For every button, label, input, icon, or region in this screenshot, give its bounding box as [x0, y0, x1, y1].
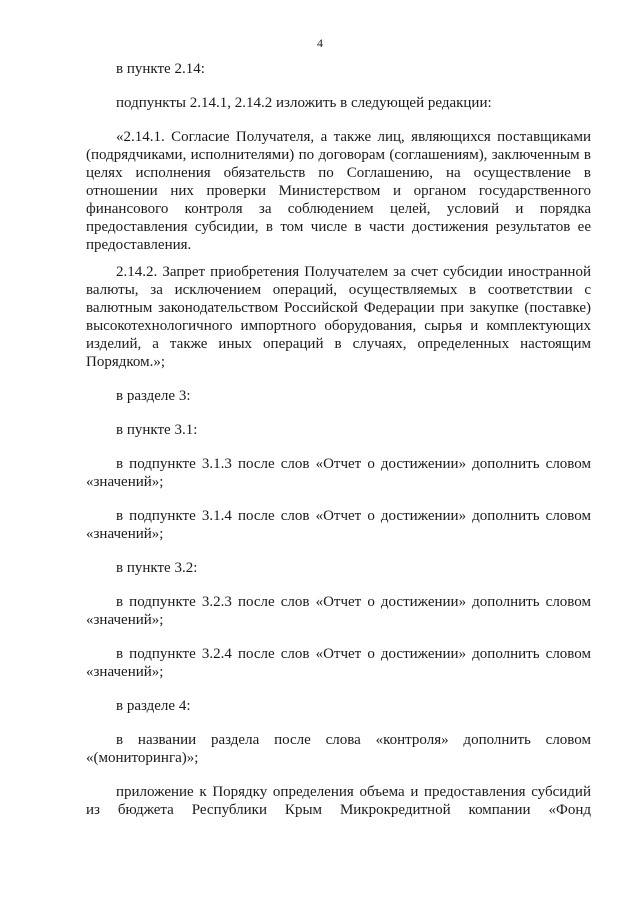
paragraph-section-3: в разделе 3:: [116, 388, 191, 404]
page-number: 4: [317, 36, 323, 50]
paragraph-subpoint-3-2-4: в подпункте 3.2.4 после слов «Отчет о достижении» дополнить словом «значений»;: [86, 646, 591, 680]
paragraph-subpoint-3-1-4: в подпункте 3.1.4 после слов «Отчет о достижении» дополнить словом «значений»;: [86, 508, 591, 542]
paragraph-point-3-2: в пункте 3.2:: [116, 560, 198, 576]
paragraph-section-4: в разделе 4:: [116, 698, 191, 714]
paragraph-subpoint-3-2-3: в подпункте 3.2.3 после слов «Отчет о достижении» дополнить словом «значений»;: [86, 594, 591, 628]
paragraph-2-14-2: 2.14.2. Запрет приобретения Получателем за счет субсидии иностранной валюты, за исключением операций, осуществляемых в соответствии с валютным законодательством Российской Федерации при закупке (поставке) высокотехнологичного импортного оборудования, сырья и комплектующих изделий, а также иных операций в случаях, определенных настоящим Порядком.»;: [86, 264, 591, 370]
paragraph-2-14-1: «2.14.1. Согласие Получателя, а также лиц, являющихся поставщиками (подрядчиками, исполнителями) по договорам (соглашениям), заключенным в целях исполнения обязательств по Соглашению, на осуществление в отношении них проверки Министерством и органом государственного финансового контроля за соблюдением целей, условий и порядка предоставления субсидии, в том числе в части достижения результатов ее предоставления.: [86, 129, 591, 253]
paragraph-section-title-change: в названии раздела после слова «контроля» дополнить словом «(мониторинга)»;: [86, 732, 591, 766]
document-body: [86, 60, 591, 835]
paragraph-appendix: приложение к Порядку определения объема и предоставления субсидий из бюджета Республики Крым Микрокредитной компании «Фонд: [86, 784, 591, 818]
paragraph-subpoint-3-1-3: в подпункте 3.1.3 после слов «Отчет о достижении» дополнить словом «значений»;: [86, 456, 591, 490]
paragraph-point-2-14: в пункте 2.14:: [116, 61, 205, 77]
paragraph-point-3-1: в пункте 3.1:: [116, 422, 198, 438]
paragraph-subpoints-intro: подпункты 2.14.1, 2.14.2 изложить в следующей редакции:: [116, 95, 492, 111]
